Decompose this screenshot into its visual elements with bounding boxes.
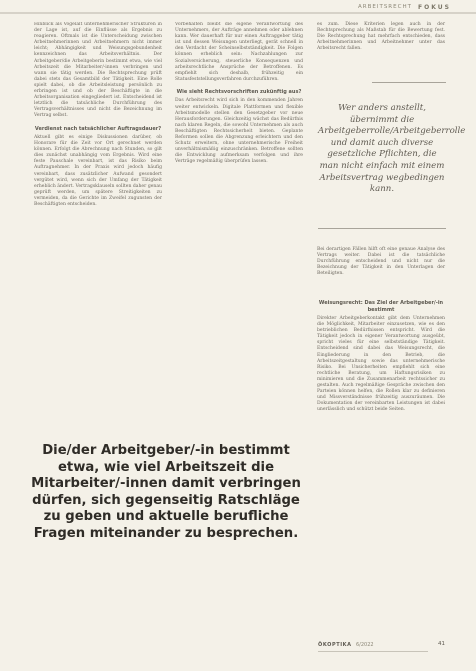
page-number: 41: [438, 641, 445, 647]
footer-rule: [318, 651, 428, 652]
article-column-middle: [175, 22, 303, 284]
article-column-left: [34, 22, 162, 284]
footer-issue: 6/2022: [356, 642, 374, 648]
column-paragraph: Aktuell gibt es einige Diskussionen darüber, ob Honorare für die Zeit vor Ort gerechnet werden können. Erfolgt die Abrechnung nach Stunden, so gilt dies zunächst unabhängig vom Ergebnis. Wird eine feste Pauschale vereinbart, ist das Risiko beim Auftragnehmer. In der Praxis wird jedoch häufig vereinbart, dass zusätzlicher Aufwand gesondert vergütet wird, wenn sich der Umfang der Tätigkeit erheblich ändert. Vertragsklauseln sollten daher genau geprüft werden, um spätere Streitigkeiten zu vermeiden, da die Gerichte im Zweifel zugunsten der Beschäftigten entscheiden.: [34, 135, 162, 208]
column-subheading: Weisungsrecht: Das Ziel der Arbeitgeber/-in bestimmt: [318, 300, 444, 313]
article-column-right-section: [317, 300, 445, 414]
pullquote-rule-bottom: [318, 228, 446, 229]
pull-quote: Wer anders anstellt, übernimmt die Arbeitgeberrolle/Arbeitgeberrolle und damit auch diverse gesetzliche Pflichten, die man nicht einfach mit einem Arbeitsvertrag wegbedingen kann.: [318, 103, 466, 195]
header-rule: [0, 12, 476, 14]
column-subheading: Wie sieht Rechtsvorschriften zukünftig aus?: [176, 88, 302, 95]
column-subheading: Verdienst nach tatsächlicher Auftragsdauer?: [34, 125, 162, 132]
article-column-right-intro: es zum. Diese Kriterien legen auch in der Rechtsprechung als Maßstab für die Bewertung fest. Die Rechtsprechung hat mehrfach entschieden, dass Arbeitnehmerinnen und Arbeitnehmer unter das Arbeitsrecht fallen.: [317, 22, 445, 52]
footer-magazine-name: ÖKOPTIKA: [318, 642, 352, 648]
header-section-label: ARBEITSRECHT: [358, 4, 412, 10]
column-paragraph: Das Arbeitsrecht wird sich in den kommenden Jahren weiter entwickeln. Digitale Plattformen und flexible Arbeitsmodelle stellen den Gesetzgeber vor neue Herausforderungen. Gleichzeitig wächst das Bedürfnis nach klaren Regeln, die sowohl Unternehmen als auch Beschäftigten Rechtssicherheit bieten. Geplante Reformen sollen die Abgrenzung erleichtern und den Schutz erweitern, ohne unternehmerische Freiheit unverhältnismäßig einzuschränken. Betroffene sollten die Entwicklung aufmerksam verfolgen und ihre Verträge regelmäßig überprüfen lassen.: [175, 98, 303, 165]
pullquote-rule-top: [372, 82, 446, 83]
header-section-tag: FOKUS: [418, 4, 451, 11]
column-paragraph: Direkter Arbeitgeberkontakt gibt dem Unternehmen die Möglichkeit, Mitarbeiter einzusetzen, wie es den betrieblichen Bedürfnissen entspricht. Wird die Tätigkeit jedoch in eigener Verantwortung ausgeübt, spricht vieles für eine selbstständige Tätigkeit. Entscheidend sind dabei das Weisungsrecht, die Eingliederung in den Betrieb, die Arbeitszeitgestaltung sowie das unternehmerische Risiko. Bei Unsicherheiten empfiehlt sich eine rechtliche Beratung, um Haftungsrisiken zu minimieren und die Zusammenarbeit rechtssicher zu gestalten. Auch regelmäßige Gespräche zwischen den Parteien können helfen, die Rollen klar zu definieren und Missverständnisse frühzeitig auszuräumen. Die Dokumentation der vereinbarten Leistungen ist dabei unerlässlich und schützt beide Seiten.: [317, 316, 445, 413]
column-paragraph: Hinblick als Vogelalt unternehmerischer Strukturen in der Lage ist, auf die Einflüsse als Ergebnis zu reagieren. Oftmals ist die Unterscheidung zwischen Arbeitnehmerinnen und Arbeitnehmern nicht immer leicht; Abhängigkeit und Weisungsgebundenheit kennzeichnen das Arbeitsverhältnis. Der Arbeitgeber/die Arbeitgeberin bestimmt etwa, wie viel Arbeitszeit die Mitarbeiter/-innen verbringen und wann sie tätig werden. Die Rechtsprechung prüft dabei stets das Gesamtbild der Tätigkeit. Eine Rolle spielt dabei, ob die Arbeitsleistung persönlich zu erbringen ist und ob der Beschäftigte in die Arbeitsorganisation eingegliedert ist. Entscheidend ist letztlich die tatsächliche Durchführung des Vertragsverhältnisses und nicht die Bezeichnung im Vertrag selbst.: [34, 22, 162, 119]
article-column-right-paragraph: Bei derartigen Fällen hilft oft eine genaue Analyse des Vertrags weiter. Dabei ist die tatsächliche Durchführung entscheidend und nicht nur die Bezeichnung der Tätigkeit in den Unterlagen der Beteiligten.: [317, 247, 445, 277]
column-paragraph: Vorbehalten bleibt die eigene Verantwortung des Unternehmers, der Aufträge annehmen oder ablehnen kann. Wer dauerhaft für nur einen Auftraggeber tätig ist und dessen Weisungen unterliegt, gerät schnell in den Verdacht der Scheinselbstständigkeit. Die Folgen können erheblich sein: Nachzahlungen zur Sozialversicherung, steuerliche Konsequenzen und arbeitsrechtliche Ansprüche der Betroffenen. Es empfiehlt sich deshalb, frühzeitig ein Statusfeststellungsverfahren durchzuführen.: [175, 22, 303, 82]
highlight-quote: Die/der Arbeitgeber/-in bestimmt etwa, wie viel Arbeitszeit die Mitarbeiter/-innen damit verbringen dürfen, sich gegenseitig Ratschläge zu geben und aktuelle berufliche Fragen miteinander zu besprechen.: [31, 443, 301, 541]
